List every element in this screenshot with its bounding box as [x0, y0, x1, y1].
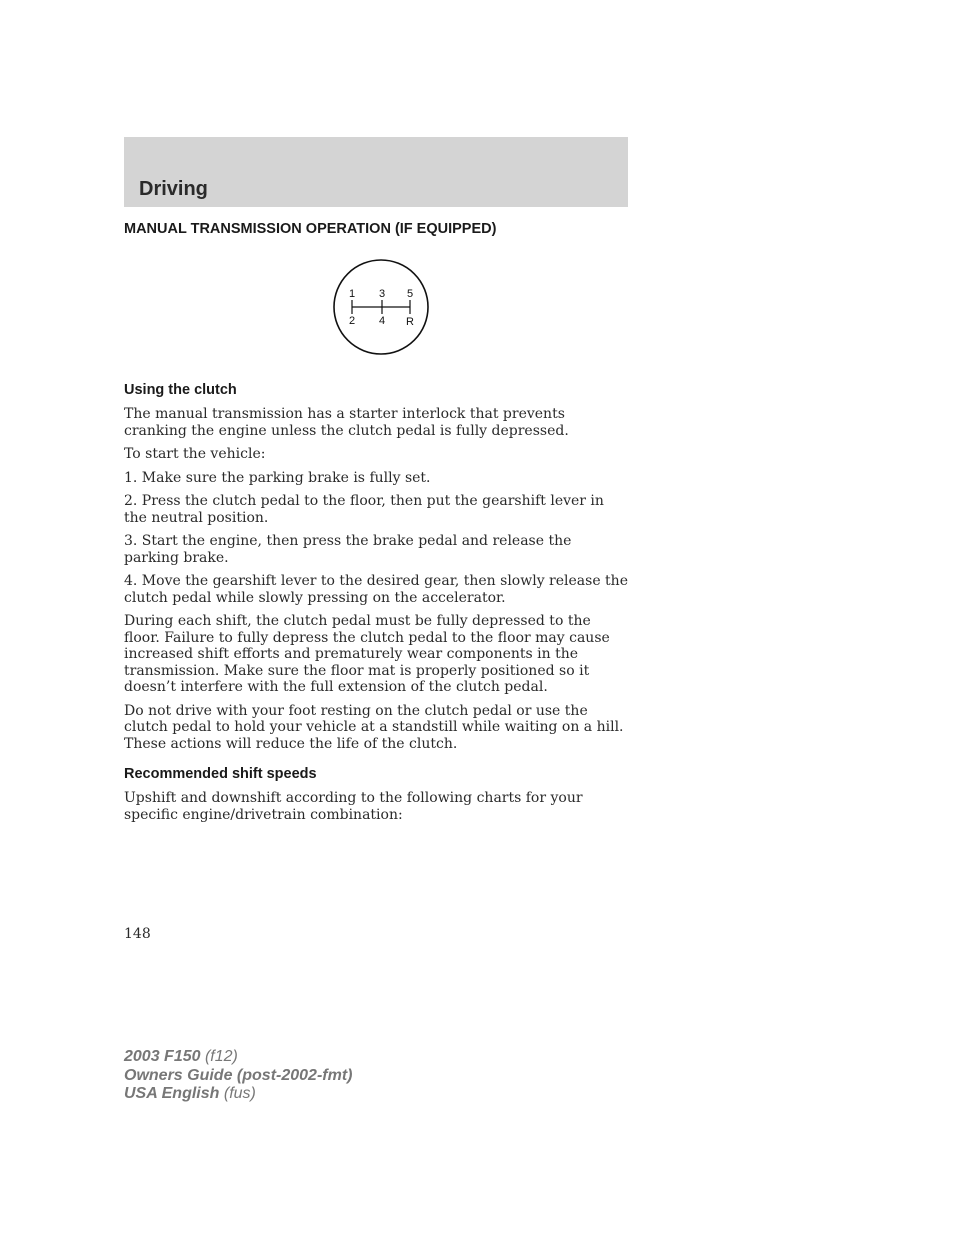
clutch-subheading: Using the clutch	[124, 382, 237, 398]
footer-line-model	[124, 1048, 352, 1067]
footer-line-language	[124, 1085, 352, 1104]
clutch-paragraph-start-intro: To start the vehicle:	[124, 446, 266, 462]
main-content	[124, 382, 628, 830]
shift-pattern-diagram	[332, 258, 430, 356]
shift-speeds-paragraph: Upshift and downshift according to the following charts for your specific engine/drivetrain combination:	[124, 790, 583, 823]
footer-language-code: (fus)	[223, 1085, 256, 1102]
clutch-paragraph-interlock: The manual transmission has a starter interlock that prevents cranking the engine unless the clutch pedal is fully depressed.	[124, 406, 569, 439]
clutch-paragraph-shifting: During each shift, the clutch pedal must be fully depressed to the floor. Failure to fully depress the clutch pedal to the floor may cause increased shift efforts and prematurely wear components in the transmission. Make sure the floor mat is properly positioned so it doesn’t interfere with the full extension of the clutch pedal.	[124, 613, 610, 695]
clutch-step-3: 3. Start the engine, then press the brake pedal and release the parking brake.	[124, 533, 572, 566]
clutch-step-1: 1. Make sure the parking brake is fully set.	[124, 469, 431, 486]
section-header-band	[124, 137, 628, 207]
footer-model: 2003 F150	[124, 1048, 201, 1065]
footer-line-guide	[124, 1067, 352, 1086]
gear-label-3: 3	[378, 288, 386, 300]
gear-label-reverse: R	[406, 316, 414, 328]
gear-label-2: 2	[348, 315, 356, 327]
gear-label-4: 4	[378, 315, 386, 327]
document-footer	[124, 1048, 352, 1104]
footer-guide-format: Owners Guide (post-2002-fmt)	[124, 1066, 353, 1084]
footer-model-code: (f12)	[204, 1048, 238, 1065]
footer-language: USA English	[124, 1085, 220, 1102]
clutch-step-4: 4. Move the gearshift lever to the desired gear, then slowly release the clutch pedal while slowly pressing on the accelerator.	[124, 573, 628, 606]
gear-label-5: 5	[406, 288, 414, 300]
section-title: Driving	[139, 178, 208, 200]
clutch-paragraph-warning: Do not drive with your foot resting on the clutch pedal or use the clutch pedal to hold your vehicle at a standstill while waiting on a hill. These actions will reduce the life of the clutch.	[124, 702, 624, 752]
page-number: 148	[124, 926, 151, 942]
shift-speeds-subheading: Recommended shift speeds	[124, 766, 317, 782]
clutch-step-2: 2. Press the clutch pedal to the floor, then put the gearshift lever in the neutral position.	[124, 493, 604, 526]
page-heading: MANUAL TRANSMISSION OPERATION (IF EQUIPPED)	[124, 221, 497, 237]
gear-label-1: 1	[348, 288, 356, 300]
